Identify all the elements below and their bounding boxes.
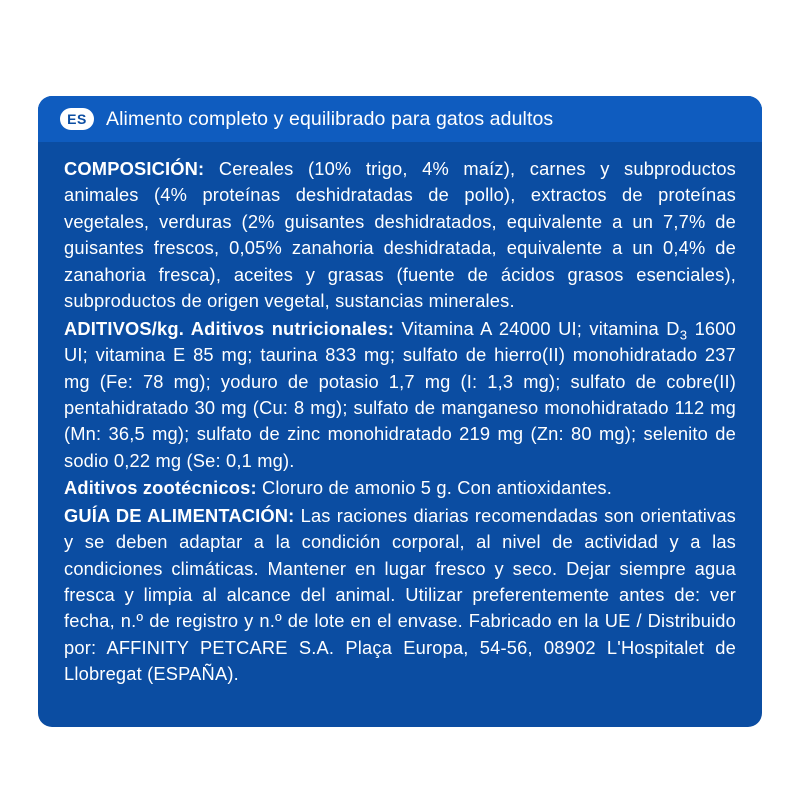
section-composicion-heading: COMPOSICIÓN: [64, 158, 205, 179]
product-label-card [38, 96, 762, 727]
vitamin-d-subscript: 3 [679, 327, 688, 343]
section-guia-alimentacion [64, 503, 736, 688]
section-aditivos [64, 316, 736, 475]
section-aditivos-body-post: 1600 UI; vitamina E 85 mg; taurina 833 mg; sulfato de hierro(II) monohidratado 237 mg (Fe: 78 mg); yoduro de potasio 1,7 mg (I: 1,3 mg); sulfato de cobre(II) pentahidratado 30 mg (Cu: 8 mg); sulfato de manganeso monohidratado 112 mg (Mn: 36,5 mg); sulfato de zinc monohidratado 219 mg (Zn: 80 mg); selenito de sodio 0,22 mg (Se: 0,1 mg). [64, 317, 736, 471]
section-aditivos-zootecnicos-heading: Aditivos zootécnicos: [64, 477, 257, 499]
section-guia-alimentacion-body: Las raciones diarias recomendadas son orientativas y se deben adaptar a la condición corporal, al nivel de actividad y a las condiciones climáticas. Mantener en lugar fresco y seco. Dejar siempre agua fresca y limpia al alcance del animal. Utilizar preferentemente antes de: ver fecha, n.º de registro y n.º de lote en el envase. Fabricado en la UE / Distribuido por: AFFINITY PETCARE S.A. Plaça Europa, 54-56, 08902 L'Hospitalet de Llobregat (ESPAÑA). [64, 504, 736, 685]
section-aditivos-heading: ADITIVOS/kg. Aditivos nutricionales: [64, 317, 395, 339]
section-aditivos-zootecnicos [64, 475, 736, 501]
section-aditivos-zootecnicos-body: Cloruro de amonio 5 g. Con antioxidantes. [256, 477, 613, 499]
section-aditivos-body-pre: Vitamina A 24000 UI; vitamina D [394, 317, 680, 339]
language-badge: ES [60, 108, 94, 130]
header-tagline: Alimento completo y equilibrado para gatos adultos [106, 107, 554, 130]
section-composicion-body: Cereales (10% trigo, 4% maíz), carnes y subproductos animales (4% proteínas deshidratadas de pollo), extractos de proteínas vegetales, verduras (2% guisantes deshidratados, equivalente a un 7,7% de guisantes frescos, 0,05% zanahoria deshidratada, equivalente a un 0,4% de zanahoria fresca), aceites y grasas (fuente de ácidos grasos esenciales), subproductos de origen vegetal, sustancias minerales. [64, 158, 736, 312]
label-body [38, 142, 762, 699]
section-composicion [64, 156, 736, 315]
label-header-bar [38, 96, 762, 142]
body-bottom-spacer [64, 689, 736, 699]
section-guia-alimentacion-heading: GUÍA DE ALIMENTACIÓN: [64, 504, 295, 526]
